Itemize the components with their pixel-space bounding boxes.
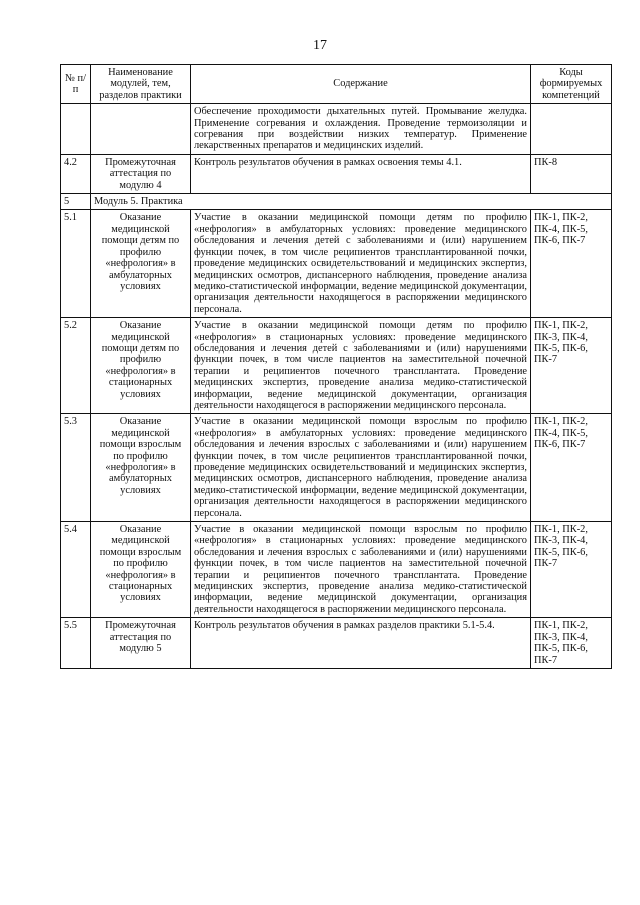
row-codes: ПК-1, ПК-2, ПК-3, ПК-4, ПК-5, ПК-6, ПК-7 bbox=[531, 522, 612, 618]
row-num: 5.1 bbox=[61, 210, 91, 318]
row-name: Промежуточная аттестация по модулю 5 bbox=[91, 618, 191, 669]
table-row bbox=[61, 210, 612, 318]
row-codes: ПК-1, ПК-2, ПК-3, ПК-4, ПК-5, ПК-6, ПК-7 bbox=[531, 318, 612, 414]
row-codes: ПК-1, ПК-2, ПК-4, ПК-5, ПК-6, ПК-7 bbox=[531, 414, 612, 522]
row-content: Контроль результатов обучения в рамках разделов практики 5.1-5.4. bbox=[191, 618, 531, 669]
row-content: Контроль результатов обучения в рамках освоения темы 4.1. bbox=[191, 154, 531, 193]
table-row bbox=[61, 618, 612, 669]
table-row bbox=[61, 522, 612, 618]
module-title: Модуль 5. Практика bbox=[91, 194, 612, 210]
row-name: Оказание медицинской помощи детям по профилю «нефрология» в амбулаторных условиях bbox=[91, 210, 191, 318]
row-num: 5.3 bbox=[61, 414, 91, 522]
table-header-row bbox=[61, 65, 612, 104]
row-name: Промежуточная аттестация по модулю 4 bbox=[91, 154, 191, 193]
table-row-continuation bbox=[61, 104, 612, 155]
row-num: 4.2 bbox=[61, 154, 91, 193]
row-codes: ПК-8 bbox=[531, 154, 612, 193]
row-num: 5.5 bbox=[61, 618, 91, 669]
row-content: Участие в оказании медицинской помощи взрослым по профилю «нефрология» в амбулаторных условиях: проведение медицинского обследования и лечения взрослых с заболеваниями и (или) нарушением функции почек, в том числе реципиентов трансплантированной почки, проведение медицинских освидетельствований и медицинских экспертиз, медицинских осмотров, диспансерного наблюдения, проведение анализа медико-статистической информации, ведение медицинской документации, организация деятельности находящегося в распоряжении медицинского персонала. bbox=[191, 414, 531, 522]
row-content: Участие в оказании медицинской помощи взрослым по профилю «нефрология» в стационарных условиях: проведение медицинского обследования и лечения взрослых с заболеваниями и (или) нарушениями функции почек, в том числе пациентов на заместительной почечной терапии и реципиентов почечного трансплантата. Проведение медицинских экспертиз, проведение анализа медико-статистической информации, ведение медицинской документации, организация деятельности находящегося в распоряжении медицинского персонала. bbox=[191, 522, 531, 618]
table-row bbox=[61, 318, 612, 414]
row-content: Обеспечение проходимости дыхательных путей. Промывание желудка. Применение согревания и охлаждения. Проведение термоизоляции и согревания при воздействии низких температур. Применение лекарственных препаратов и медицинских изделий. bbox=[191, 104, 531, 155]
row-name: Оказание медицинской помощи взрослым по профилю «нефрология» в стационарных условиях bbox=[91, 522, 191, 618]
module-row bbox=[61, 194, 612, 210]
row-name: Оказание медицинской помощи детям по профилю «нефрология» в стационарных условиях bbox=[91, 318, 191, 414]
page-number: 17 bbox=[313, 38, 327, 53]
row-name: Оказание медицинской помощи взрослым по профилю «нефрология» в амбулаторных условиях bbox=[91, 414, 191, 522]
row-num bbox=[61, 104, 91, 155]
header-codes: Коды формируемых компетенций bbox=[531, 65, 612, 104]
row-num: 5.2 bbox=[61, 318, 91, 414]
curriculum-table bbox=[60, 64, 612, 669]
row-content: Участие в оказании медицинской помощи детям по профилю «нефрология» в стационарных условиях: проведение медицинского обследования и лечения детей с заболеваниями и (или) нарушениями функции почек, в том числе пациентов на заместительной почечной терапии и реципиентов почечного трансплантата. Проведение медицинских экспертиз, проведение анализа медико-статистической информации, ведение медицинской документации, организация деятельности находящегося в распоряжении медицинского персонала. bbox=[191, 318, 531, 414]
header-name: Наименование модулей, тем, разделов практики bbox=[91, 65, 191, 104]
row-codes bbox=[531, 104, 612, 155]
row-num: 5.4 bbox=[61, 522, 91, 618]
row-codes: ПК-1, ПК-2, ПК-4, ПК-5, ПК-6, ПК-7 bbox=[531, 210, 612, 318]
table-row bbox=[61, 154, 612, 193]
table-row bbox=[61, 414, 612, 522]
row-name bbox=[91, 104, 191, 155]
header-num: № п/п bbox=[61, 65, 91, 104]
row-content: Участие в оказании медицинской помощи детям по профилю «нефрология» в амбулаторных условиях: проведение медицинского обследования и лечения детей с заболеваниями и (или) нарушением функции почек, в том числе реципиентов трансплантированной почки, проведение медицинских освидетельствований и медицинских экспертиз, медицинских осмотров, диспансерного наблюдения, проведение анализа медико-статистической информации, ведение медицинской документации, организация деятельности находящегося в распоряжении медицинского персонала. bbox=[191, 210, 531, 318]
header-content: Содержание bbox=[191, 65, 531, 104]
row-codes: ПК-1, ПК-2, ПК-3, ПК-4, ПК-5, ПК-6, ПК-7 bbox=[531, 618, 612, 669]
module-num: 5 bbox=[61, 194, 91, 210]
